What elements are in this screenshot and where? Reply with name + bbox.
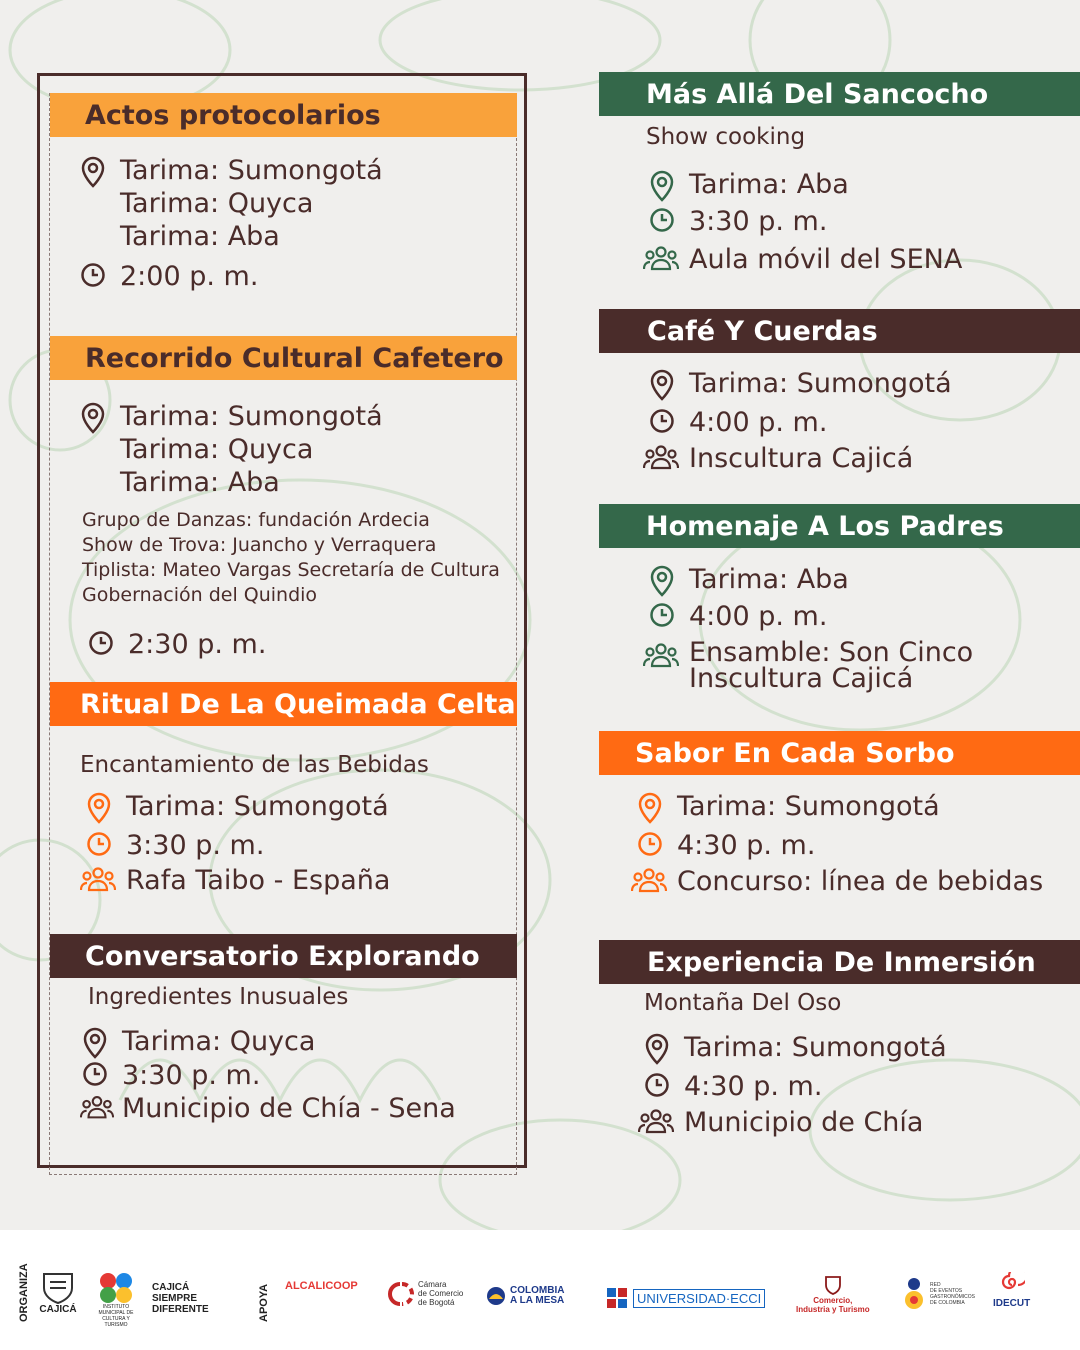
recorrido-detail-2: Show de Trova: Juancho y Verraquera <box>82 534 437 556</box>
red-line-4: DE COLOMBIA <box>930 1300 965 1306</box>
red-eventos-icon <box>902 1274 926 1314</box>
recorrido-details <box>82 508 500 608</box>
ritual-subtitle: Encantamiento de las Bebidas <box>80 752 429 778</box>
recorrido-place-3: Tarima: Aba <box>120 467 280 498</box>
homenaje-guest-line2: Inscultura Cajicá <box>689 663 914 694</box>
recorrido-places <box>78 400 383 499</box>
people-icon <box>80 1094 114 1120</box>
recorrido-place-2: Tarima: Quyca <box>120 434 314 465</box>
location-pin-icon <box>78 402 108 434</box>
sancocho-title: Más Allá Del Sancocho <box>599 72 1080 116</box>
idecut-logo <box>993 1272 1030 1309</box>
recorrido-time-row <box>86 628 266 661</box>
clock-icon <box>86 630 116 656</box>
instituto-text: INSTITUTO MUNICIPAL DE CULTURA Y TURISMO <box>98 1304 134 1328</box>
actos-places <box>78 154 383 253</box>
people-icon <box>631 867 667 893</box>
ritual-time: 3:30 p. m. <box>126 830 265 861</box>
camara-comercio-logo <box>388 1280 463 1307</box>
clock-icon <box>635 831 665 857</box>
ritual-guest-row <box>80 864 390 897</box>
conversatorio-guest: Municipio de Chía - Sena <box>122 1093 456 1124</box>
homenaje-time: 4:00 p. m. <box>689 601 828 632</box>
recorrido-detail-4: Gobernación del Quindio <box>82 584 318 606</box>
homenaje-guest-row <box>643 637 974 694</box>
recorrido-detail-3: Tiplista: Mateo Vargas Secretaría de Cultura <box>82 559 500 581</box>
sancocho-time: 3:30 p. m. <box>689 206 828 237</box>
sancocho-guest: Aula móvil del SENA <box>689 244 963 275</box>
cajica-siempre-diferente-logo <box>152 1282 209 1315</box>
cafe-time-row <box>647 406 827 439</box>
cafe-guest: Inscultura Cajicá <box>689 443 914 474</box>
camara-line-2: de Comercio <box>418 1289 464 1298</box>
homenaje-title: Homenaje A Los Padres <box>599 504 1080 548</box>
homenaje-time-row <box>647 600 827 633</box>
location-pin-icon <box>80 1027 110 1059</box>
sancocho-subtitle: Show cooking <box>646 124 806 150</box>
location-pin-icon <box>78 156 108 188</box>
cafe-place-row <box>647 367 952 401</box>
ecci-text: UNIVERSIDAD·ECCI <box>633 1289 765 1308</box>
clock-icon <box>647 408 677 434</box>
people-icon <box>80 866 116 892</box>
siempre-line-2: SIEMPRE <box>152 1293 198 1304</box>
recorrido-title: Recorrido Cultural Cafetero <box>50 336 517 380</box>
sabor-guest-row <box>631 865 1043 898</box>
location-pin-icon <box>647 369 677 401</box>
ritual-place-row <box>84 790 389 824</box>
conversatorio-time: 3:30 p. m. <box>122 1060 261 1091</box>
ritual-place: Tarima: Sumongotá <box>126 791 389 822</box>
idecut-text: IDECUT <box>993 1298 1031 1309</box>
colombia-line-2: A LA MESA <box>510 1295 565 1306</box>
alcaldia-cajica-logo <box>38 1270 78 1315</box>
clock-icon <box>647 602 677 628</box>
sancocho-place-row <box>647 168 849 202</box>
experiencia-title: Experiencia De Inmersión <box>599 940 1080 984</box>
people-icon <box>638 1108 674 1134</box>
cafe-title: Café Y Cuerdas <box>599 309 1080 353</box>
red-line-2: DE EVENTOS <box>930 1288 963 1294</box>
experiencia-place-row <box>642 1031 947 1065</box>
sabor-title: Sabor En Cada Sorbo <box>599 731 1080 775</box>
actos-place-3: Tarima: Aba <box>120 221 280 252</box>
cafe-time: 4:00 p. m. <box>689 407 828 438</box>
sabor-time: 4:30 p. m. <box>677 830 816 861</box>
instituto-logo <box>92 1270 140 1328</box>
recorrido-detail-1: Grupo de Danzas: fundación Ardecia <box>82 509 430 531</box>
apoya-label: APOYA <box>258 1283 270 1322</box>
camara-line-3: de Bogotá <box>418 1298 455 1307</box>
ritual-guest: Rafa Taibo - España <box>126 865 391 896</box>
location-pin-icon <box>647 565 677 597</box>
actos-time-row <box>78 260 258 293</box>
coat-of-arms-icon <box>38 1270 78 1304</box>
conversatorio-place-row <box>80 1025 315 1059</box>
ecci-icon <box>607 1288 627 1308</box>
actos-time: 2:00 p. m. <box>120 261 259 292</box>
experiencia-time: 4:30 p. m. <box>684 1071 823 1102</box>
experiencia-subtitle: Montaña Del Oso <box>644 990 842 1016</box>
conversatorio-title: Conversatorio Explorando <box>50 934 517 978</box>
conversatorio-subtitle: Ingredientes Inusuales <box>88 984 349 1010</box>
people-icon <box>643 444 679 470</box>
conversatorio-time-row <box>80 1059 260 1092</box>
experiencia-time-row <box>642 1070 822 1103</box>
siempre-line-3: DIFERENTE <box>152 1304 209 1315</box>
cafe-guest-row <box>643 442 913 475</box>
homenaje-guest-line1: Ensamble: Son Cinco <box>689 637 974 668</box>
alcalicoop-logo <box>285 1280 358 1292</box>
sancocho-place: Tarima: Aba <box>689 169 849 200</box>
location-pin-icon <box>84 792 114 824</box>
conversatorio-place: Tarima: Quyca <box>122 1026 316 1057</box>
colombia-a-la-mesa-logo <box>485 1285 564 1307</box>
experiencia-guest: Municipio de Chía <box>684 1107 924 1138</box>
homenaje-place-row <box>647 563 849 597</box>
idecut-spiral-icon <box>999 1272 1025 1298</box>
sancocho-guest-row <box>643 243 962 276</box>
red-line-1: RED <box>930 1282 941 1288</box>
location-pin-icon <box>642 1033 672 1065</box>
clock-icon <box>80 1061 110 1087</box>
alcalicoop-text: ALCALICOOP <box>285 1280 358 1292</box>
people-icon <box>643 642 679 668</box>
clock-icon <box>78 262 108 288</box>
clock-icon <box>642 1072 672 1098</box>
location-pin-icon <box>635 792 665 824</box>
homenaje-place: Tarima: Aba <box>689 564 849 595</box>
red-line-3: GASTRONÓMICOS <box>930 1294 976 1300</box>
experiencia-guest-row <box>638 1106 923 1139</box>
ritual-title: Ritual De La Queimada Celta <box>50 682 517 726</box>
colombia-shield-icon <box>822 1274 844 1296</box>
sabor-time-row <box>635 829 815 862</box>
cajica-logo-text: CAJICÁ <box>39 1304 77 1315</box>
ritual-time-row <box>84 829 264 862</box>
conversatorio-guest-row <box>80 1092 456 1125</box>
sabor-place-row <box>635 790 940 824</box>
sancocho-time-row <box>647 205 827 238</box>
mincomercio-logo <box>796 1274 870 1314</box>
actos-place-2: Tarima: Quyca <box>120 188 314 219</box>
camara-icon <box>388 1281 414 1307</box>
universidad-ecci-logo <box>607 1288 765 1308</box>
recorrido-place-1: Tarima: Sumongotá <box>120 401 383 432</box>
sponsors-footer <box>0 1230 1080 1350</box>
sabor-place: Tarima: Sumongotá <box>677 791 940 822</box>
camara-line-1: Cámara <box>418 1280 447 1289</box>
colombia-line-1: COLOMBIA <box>510 1285 565 1296</box>
mincomercio-line-2: Industria y Turismo <box>796 1305 870 1314</box>
clock-icon <box>647 207 677 233</box>
recorrido-time: 2:30 p. m. <box>128 629 267 660</box>
cafe-place: Tarima: Sumongotá <box>689 368 952 399</box>
colombia-plate-icon <box>485 1285 507 1307</box>
people-icon <box>643 245 679 271</box>
red-eventos-logo <box>902 1274 975 1314</box>
mincomercio-line-1: Comercio, <box>813 1296 853 1305</box>
actos-place-1: Tarima: Sumongotá <box>120 155 383 186</box>
organiza-label: ORGANIZA <box>18 1263 30 1322</box>
instituto-circles-icon <box>97 1270 135 1304</box>
siempre-line-1: CAJICÁ <box>152 1282 190 1293</box>
actos-title: Actos protocolarios <box>50 93 517 137</box>
sabor-guest: Concurso: línea de bebidas <box>677 866 1044 897</box>
clock-icon <box>84 831 114 857</box>
location-pin-icon <box>647 170 677 202</box>
experiencia-place: Tarima: Sumongotá <box>684 1032 947 1063</box>
